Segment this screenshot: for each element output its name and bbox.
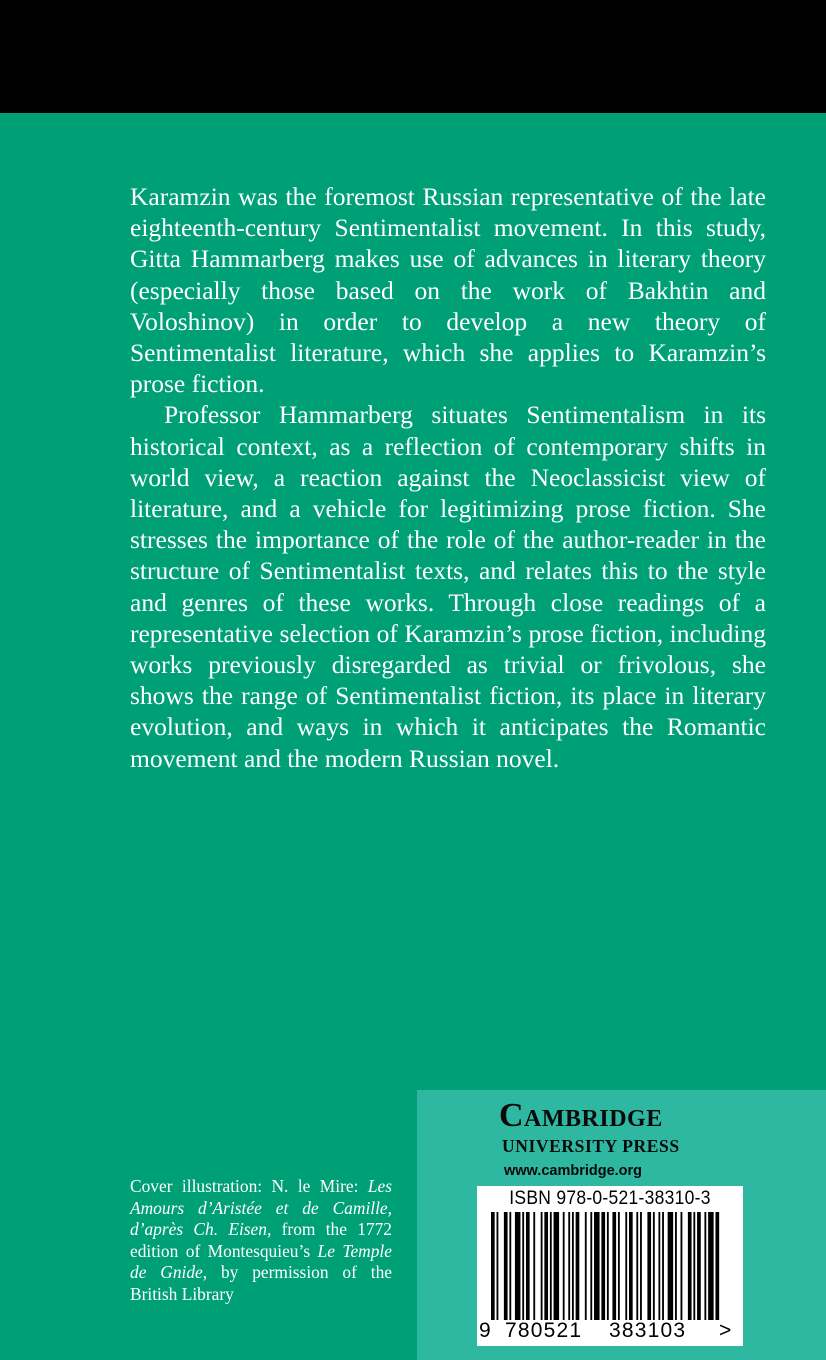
barcode-bar [522, 1212, 524, 1320]
blurb-paragraph-1: Karamzin was the foremost Russian representative of the late eighteenth-century Sentimentalist movement. In this study, Gitta Hammarberg makes use of advances in literary theory (especially those based on the work of Bakhtin and Voloshinov) in order to develop a new theory of Sentimentalist literature, which she applies to Karamzin’s prose fiction. [130, 182, 766, 399]
barcode-bar [704, 1212, 706, 1320]
isbn-label: ISBN 978-0-521-38310-3 [509, 1188, 711, 1209]
barcode-bar [612, 1212, 616, 1320]
barcode-bar [607, 1212, 609, 1320]
barcode-bar [554, 1212, 560, 1320]
barcode-bar [681, 1212, 683, 1320]
barcode-bar [640, 1212, 642, 1320]
publisher-url: www.cambridge.org [504, 1163, 643, 1179]
publisher-panel [417, 1090, 826, 1360]
barcode-bar [668, 1212, 674, 1320]
barcode-quiet-zone-mark: > [719, 1319, 732, 1342]
barcode-bar [509, 1212, 511, 1320]
barcode-bar [658, 1212, 660, 1320]
cover-illustration-credit [130, 1176, 392, 1306]
barcode-bar [563, 1212, 565, 1320]
barcode-bar [697, 1212, 701, 1320]
credit-book-title: Le Temple de Gnide, [130, 1240, 392, 1283]
barcode-bar [601, 1212, 605, 1320]
barcode-bar [504, 1212, 508, 1320]
barcode-bar [526, 1212, 530, 1320]
barcode-bar [576, 1212, 580, 1320]
blurb-paragraph-2: Professor Hammarberg situates Sentimentalism in its historical context, as a reflection of contemporary shifts in world view, a reaction against the Neoclassicist view of literature, and a vehicle for legitimizing prose fiction. She stresses the importance of the role of the author-reader in the structure of Sentimentalist texts, and relates this to the style and genres of these works. Through close readings of a representative selection of Karamzin’s prose fiction, including works previously disregarded as trivial or frivolous, she shows the range of Sentimentalist fiction, its place in literary evolution, and ways in which it anticipates the Romantic movement and the modern Russian novel. [130, 400, 766, 773]
back-cover-blurb [130, 181, 766, 774]
barcode-bar [568, 1212, 570, 1320]
barcode-bar [491, 1212, 495, 1320]
barcode-bar [653, 1212, 655, 1320]
barcode-bar [550, 1212, 552, 1320]
barcode-digits-left: 780521 [505, 1319, 583, 1342]
barcode-bar [541, 1212, 543, 1320]
credit-tail: by permission of the British Library [130, 1262, 392, 1304]
barcode-bar [590, 1212, 592, 1320]
barcode-digits [477, 1319, 743, 1343]
barcode-bars [491, 1212, 721, 1322]
barcode-digit-first: 9 [479, 1319, 491, 1342]
barcode-bar [693, 1212, 695, 1320]
barcode-bar [662, 1212, 664, 1320]
barcode-bar [594, 1212, 600, 1320]
barcode-bar [675, 1212, 677, 1320]
barcode-bar [715, 1212, 719, 1320]
publisher-name: Cambridge [499, 1097, 663, 1134]
barcode-bar [544, 1212, 548, 1320]
barcode-bar [618, 1212, 620, 1320]
publisher-subtitle: UNIVERSITY PRESS [502, 1136, 680, 1156]
barcode-bar [572, 1212, 574, 1320]
barcode-bar [497, 1212, 499, 1320]
barcode-bar [629, 1212, 633, 1320]
credit-artwork-title: Les Amours d’Aristée et de Camille, d’après Ch. Eisen, [130, 1176, 392, 1240]
barcode-bar [585, 1212, 587, 1320]
barcode-bar [647, 1212, 651, 1320]
isbn-barcode [477, 1186, 743, 1346]
barcode-bar [533, 1212, 535, 1320]
barcode-bar [636, 1212, 638, 1320]
barcode-bar [515, 1212, 521, 1320]
barcode-bar [688, 1212, 692, 1320]
barcode-bar [625, 1212, 627, 1320]
credit-middle: from the 1772 edition of Montesquieu’s [130, 1219, 392, 1261]
barcode-digits-right: 383103 [609, 1319, 687, 1342]
top-black-band [0, 0, 826, 113]
credit-lead: Cover illustration: N. le Mire: [130, 1176, 368, 1196]
barcode-bar [708, 1212, 714, 1320]
